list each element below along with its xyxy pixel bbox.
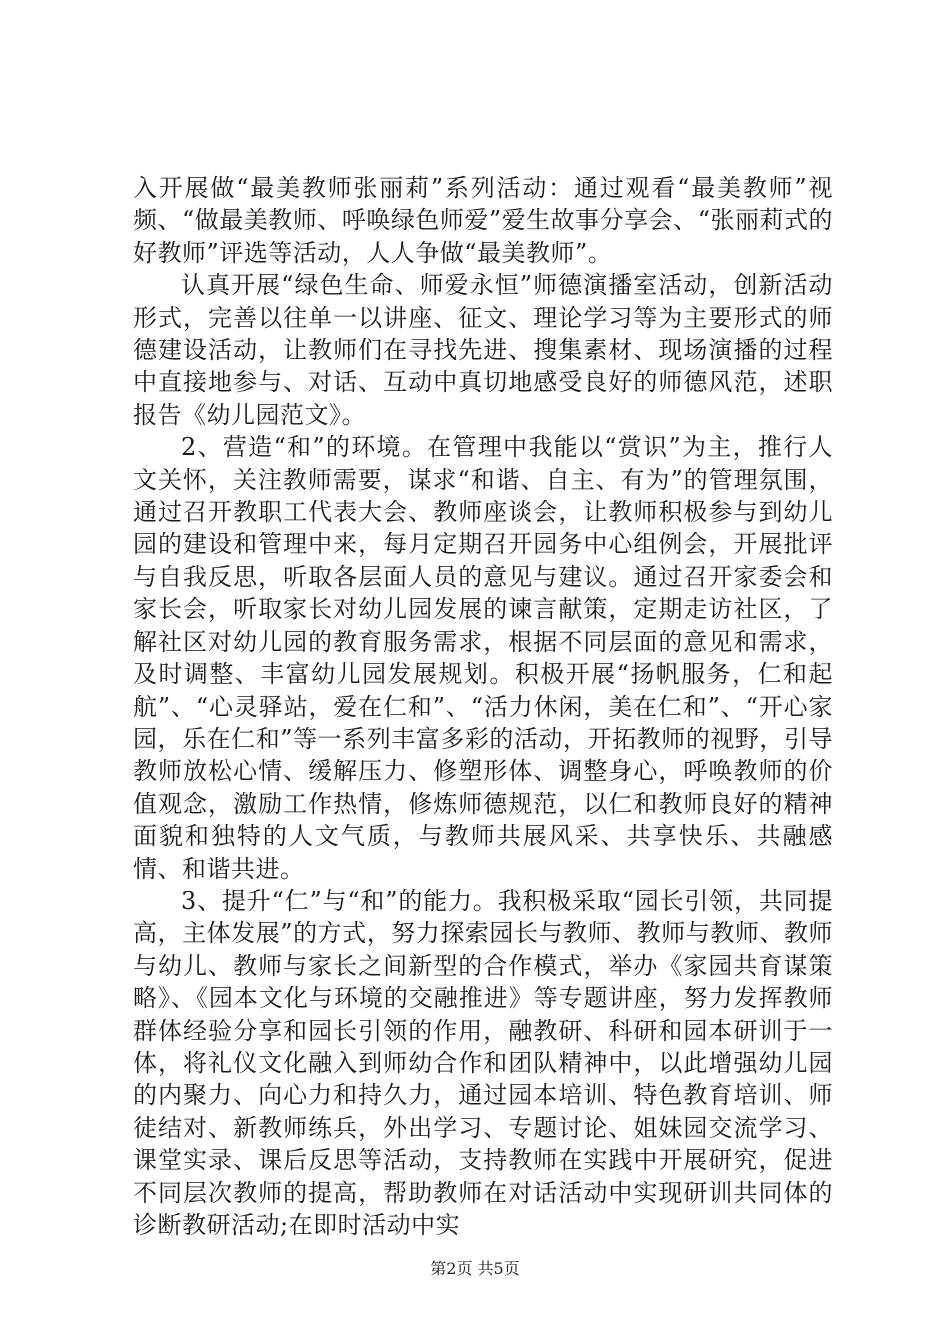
document-body [133,172,833,1241]
paragraph-1: 入开展做“最美教师张丽莉”系列活动：通过观看“最美教师”视频、“做最美教师、呼唤绿色师爱”爱生故事分享会、“张丽莉式的好教师”评选等活动，人人争做“最美教师”。 [133,174,833,267]
paragraph-2: 认真开展“绿色生命、师爱永恒”师德演播室活动，创新活动形式，完善以往单一以讲座、征文、理论学习等为主要形式的师德建设活动，让教师们在寻找先进、搜集素材、现场演播的过程中直接地参与、对话、互动中真切地感受良好的师德风范，述职报告《幼儿园范文》。 [133,271,833,429]
page-footer: 第2页 共5页 [430,1259,520,1278]
paragraph-4: 3、提升“仁”与“和”的能力。我积极采取“园长引领，共同提高，主体发展”的方式，努力探索园长与教师、教师与教师、教师与幼儿、教师与家长之间新型的合作模式，举办《家园共育谋策略》、《园本文化与环境的交融推进》等专题讲座，努力发挥教师群体经验分享和园长引领的作用，融教研、科研和园本研训于一体，将礼仪文化融入到师幼合作和团队精神中，以此增强幼儿园的内聚力、向心力和持久力，通过园本培训、特色教育培训、师徒结对、新教师练兵，外出学习、专题讨论、姐妹园交流学习、课堂实录、课后反思等活动，支持教师在实践中开展研究，促进不同层次教师的提高，帮助教师在对话活动中实现研训共同体的诊断教研活动;在即时活动中实 [133,886,833,1239]
paragraph-3: 2、营造“和”的环境。在管理中我能以“赏识”为主，推行人文关怀，关注教师需要，谋求“和谐、自主、有为”的管理氛围，通过召开教职工代表大会、教师座谈会，让教师积极参与到幼儿园的建设和管理中来，每月定期召开园务中心组例会，开展批评与自我反思，听取各层面人员的意见与建议。通过召开家委会和家长会，听取家长对幼儿园发展的谏言献策，定期走访社区，了解社区对幼儿园的教育服务需求，根据不同层面的意见和需求，及时调整、丰富幼儿园发展规划。积极开展“扬帆服务，仁和起航”、“心灵驿站，爱在仁和”、“活力休闲，美在仁和”、“开心家园，乐在仁和”等一系列丰富多彩的活动，开拓教师的视野，引导教师放松心情、缓解压力、修塑形体、调整身心，呼唤教师的价值观念，激励工作热情，修炼师德规范，以仁和教师良好的精神面貌和独特的人文气质，与教师共展风采、共享快乐、共融感情、和谐共进。 [133,433,833,883]
